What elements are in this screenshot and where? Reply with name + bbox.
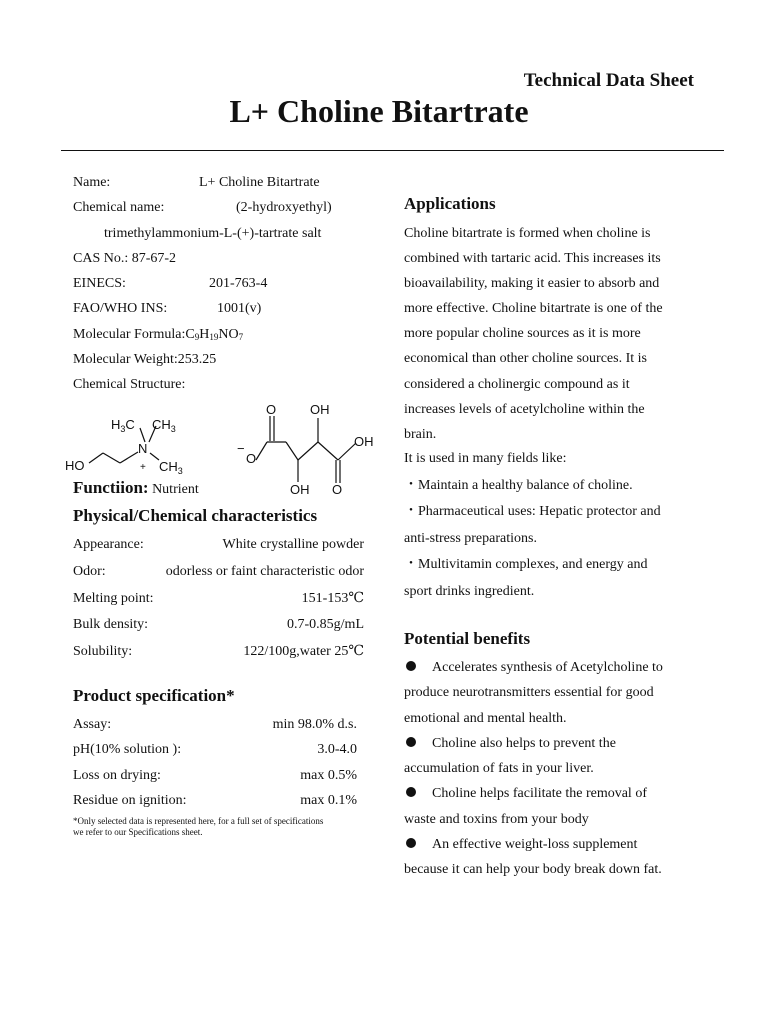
table-row [73, 642, 364, 669]
row-label: Appearance: [73, 537, 144, 552]
einecs-label: EINECS: [73, 276, 126, 292]
page-title: L+ Choline Bitartrate [229, 93, 529, 129]
name-value: L+ Choline Bitartrate [199, 175, 320, 190]
einecs-row [73, 274, 368, 299]
row-label: Assay: [73, 717, 112, 732]
list-item-continued: produce neurotransmitters essential for good [404, 685, 654, 701]
row-value: 3.0-4.0 [317, 742, 357, 758]
row-label: Melting point: [73, 590, 154, 606]
physical-heading: Physical/Chemical characteristics [73, 506, 318, 525]
benefits-list [404, 655, 704, 883]
row-label: Bulk density: [73, 617, 149, 633]
table-row [73, 791, 357, 816]
anion-charge: − [237, 441, 245, 456]
einecs-value: 201-763-4 [209, 276, 268, 292]
applications-field-line: ・Pharmaceutical uses: Hepatic protector and [404, 504, 661, 520]
physical-table [73, 535, 364, 669]
formula-h-count: 19 [209, 331, 219, 342]
row-value: max 0.1% [300, 793, 357, 809]
row-value: max 0.5% [300, 767, 357, 783]
list-item [404, 781, 704, 806]
bullet-icon [406, 737, 416, 747]
list-item-continued: because it can help your body break down fat. [404, 862, 662, 878]
formula-label: Molecular Formula: [73, 326, 186, 342]
applications-heading: Applications [404, 194, 496, 213]
row-label: Residue on ignition: [73, 793, 187, 809]
list-item [404, 655, 704, 680]
footnote-line: we refer to our Specifications sheet. [73, 827, 203, 837]
applications-field-line: ・Maintain a healthy balance of choline. [404, 477, 633, 493]
table-row [73, 740, 357, 765]
row-value: odorless or faint characteristic odor [165, 563, 364, 579]
function-label: Functiion: [73, 478, 149, 497]
applications-line: increases levels of acetylcholine within the [404, 401, 645, 417]
list-item-text: Accelerates synthesis of Acetylcholine to [432, 660, 663, 675]
fao-row [73, 299, 368, 324]
fao-value: 1001(v) [217, 301, 262, 317]
list-item-text: Choline helps facilitate the removal of [432, 786, 647, 802]
row-value: 0.7-0.85g/mL [287, 617, 364, 633]
table-row [73, 535, 364, 562]
applications-line: Choline bitartrate is formed when choline is [404, 226, 651, 241]
list-item-continued: waste and toxins from your body [404, 811, 589, 827]
row-label: Odor: [73, 563, 106, 579]
applications-line: bioavailability, making it easier to absorb and [404, 276, 660, 292]
cation-h3c: $H_3C$ [111, 417, 135, 434]
cation-ch3-bottom: $CH_3$ [159, 459, 183, 476]
row-value: 151-153℃ [301, 590, 364, 606]
list-item-text: Choline also helps to prevent the [432, 735, 616, 751]
molecular-formula [73, 325, 368, 350]
applications-fields [404, 446, 704, 606]
applications-field-line: ・Multivitamin complexes, and energy and [404, 557, 648, 573]
list-item-continued: accumulation of fats in your liver. [404, 761, 594, 777]
chemical-name-continued: trimethylammonium-L-(+)-tartrate salt [104, 225, 322, 241]
anion-o-left: O [246, 451, 257, 466]
anion-oh-top: OH [310, 402, 330, 417]
cation-charge: + [140, 462, 146, 473]
bullet-icon [406, 661, 416, 671]
molecular-weight: Molecular Weight:253.25 [73, 352, 217, 368]
anion-oh-bottom: OH [290, 482, 310, 497]
list-item [404, 832, 704, 857]
table-row [73, 589, 364, 616]
function-value: Nutrient [152, 482, 199, 497]
applications-line: brain. [404, 426, 437, 442]
row-value: White crystalline powder [222, 537, 364, 552]
bullet-icon [406, 838, 416, 848]
identity-block [73, 173, 368, 401]
formula-h: H [199, 326, 210, 342]
list-item-text: An effective weight-loss supplement [432, 837, 638, 853]
formula-c: C [185, 326, 195, 342]
applications-line: more popular choline sources as it is more [404, 326, 641, 342]
applications-field-line: anti-stress preparations. [404, 530, 537, 546]
cation-nitrogen: N [138, 441, 148, 456]
benefits-heading: Potential benefits [404, 629, 531, 648]
table-row [73, 715, 357, 740]
chemical-name-label: Chemical name: [73, 200, 165, 216]
cation-hydroxyl: HO [65, 458, 85, 473]
applications-line: considered a cholinergic compound as it [404, 376, 630, 392]
footnote-line: *Only selected data is represented here, for a full set of specifications [73, 816, 324, 826]
header-divider [61, 150, 724, 151]
anion-o-top: O [266, 402, 277, 417]
applications-field-line: sport drinks ingredient. [404, 583, 535, 599]
name-row [73, 173, 368, 198]
tartrate-bonds [256, 416, 356, 483]
cation-ch3-top: $CH_3$ [152, 417, 176, 434]
applications-text [404, 221, 704, 447]
cas-number: CAS No.: 87-67-2 [73, 250, 177, 266]
formula-c-count: 9 [194, 331, 200, 342]
applications-line: more effective. Choline bitartrate is one of the [404, 301, 663, 317]
row-label: Solubility: [73, 644, 133, 660]
row-value: min 98.0% d.s. [272, 717, 357, 732]
spec-table [73, 715, 357, 817]
spec-heading: Product specification* [73, 686, 235, 705]
applications-line: economical than other choline sources. It is [404, 351, 647, 367]
anion-o-bottom: O [332, 482, 343, 497]
bullet-icon [406, 787, 416, 797]
chemical-name-value: (2-hydroxyethyl) [236, 200, 332, 216]
formula-no: NO [218, 326, 239, 342]
list-item [404, 731, 704, 756]
list-item-continued: emotional and mental health. [404, 710, 567, 726]
document-type: Technical Data Sheet [523, 70, 694, 91]
applications-line: combined with tartaric acid. This increases its [404, 251, 661, 267]
table-row [73, 562, 364, 589]
row-label: Loss on drying: [73, 767, 161, 783]
fao-label: FAO/WHO INS: [73, 301, 168, 317]
row-value: 122/100g,water 25℃ [243, 644, 364, 660]
name-label: Name: [73, 175, 111, 190]
chemical-structure-label: Chemical Structure: [73, 377, 186, 393]
spec-footnote [73, 816, 373, 838]
applications-field-line: It is used in many fields like: [404, 451, 567, 466]
formula-o-count: 7 [238, 331, 244, 342]
chemical-name-row [73, 198, 368, 223]
table-row [73, 766, 357, 791]
anion-oh-right: OH [354, 434, 374, 449]
row-label: pH(10% solution ): [73, 742, 182, 758]
table-row [73, 615, 364, 642]
function-line [73, 478, 199, 498]
